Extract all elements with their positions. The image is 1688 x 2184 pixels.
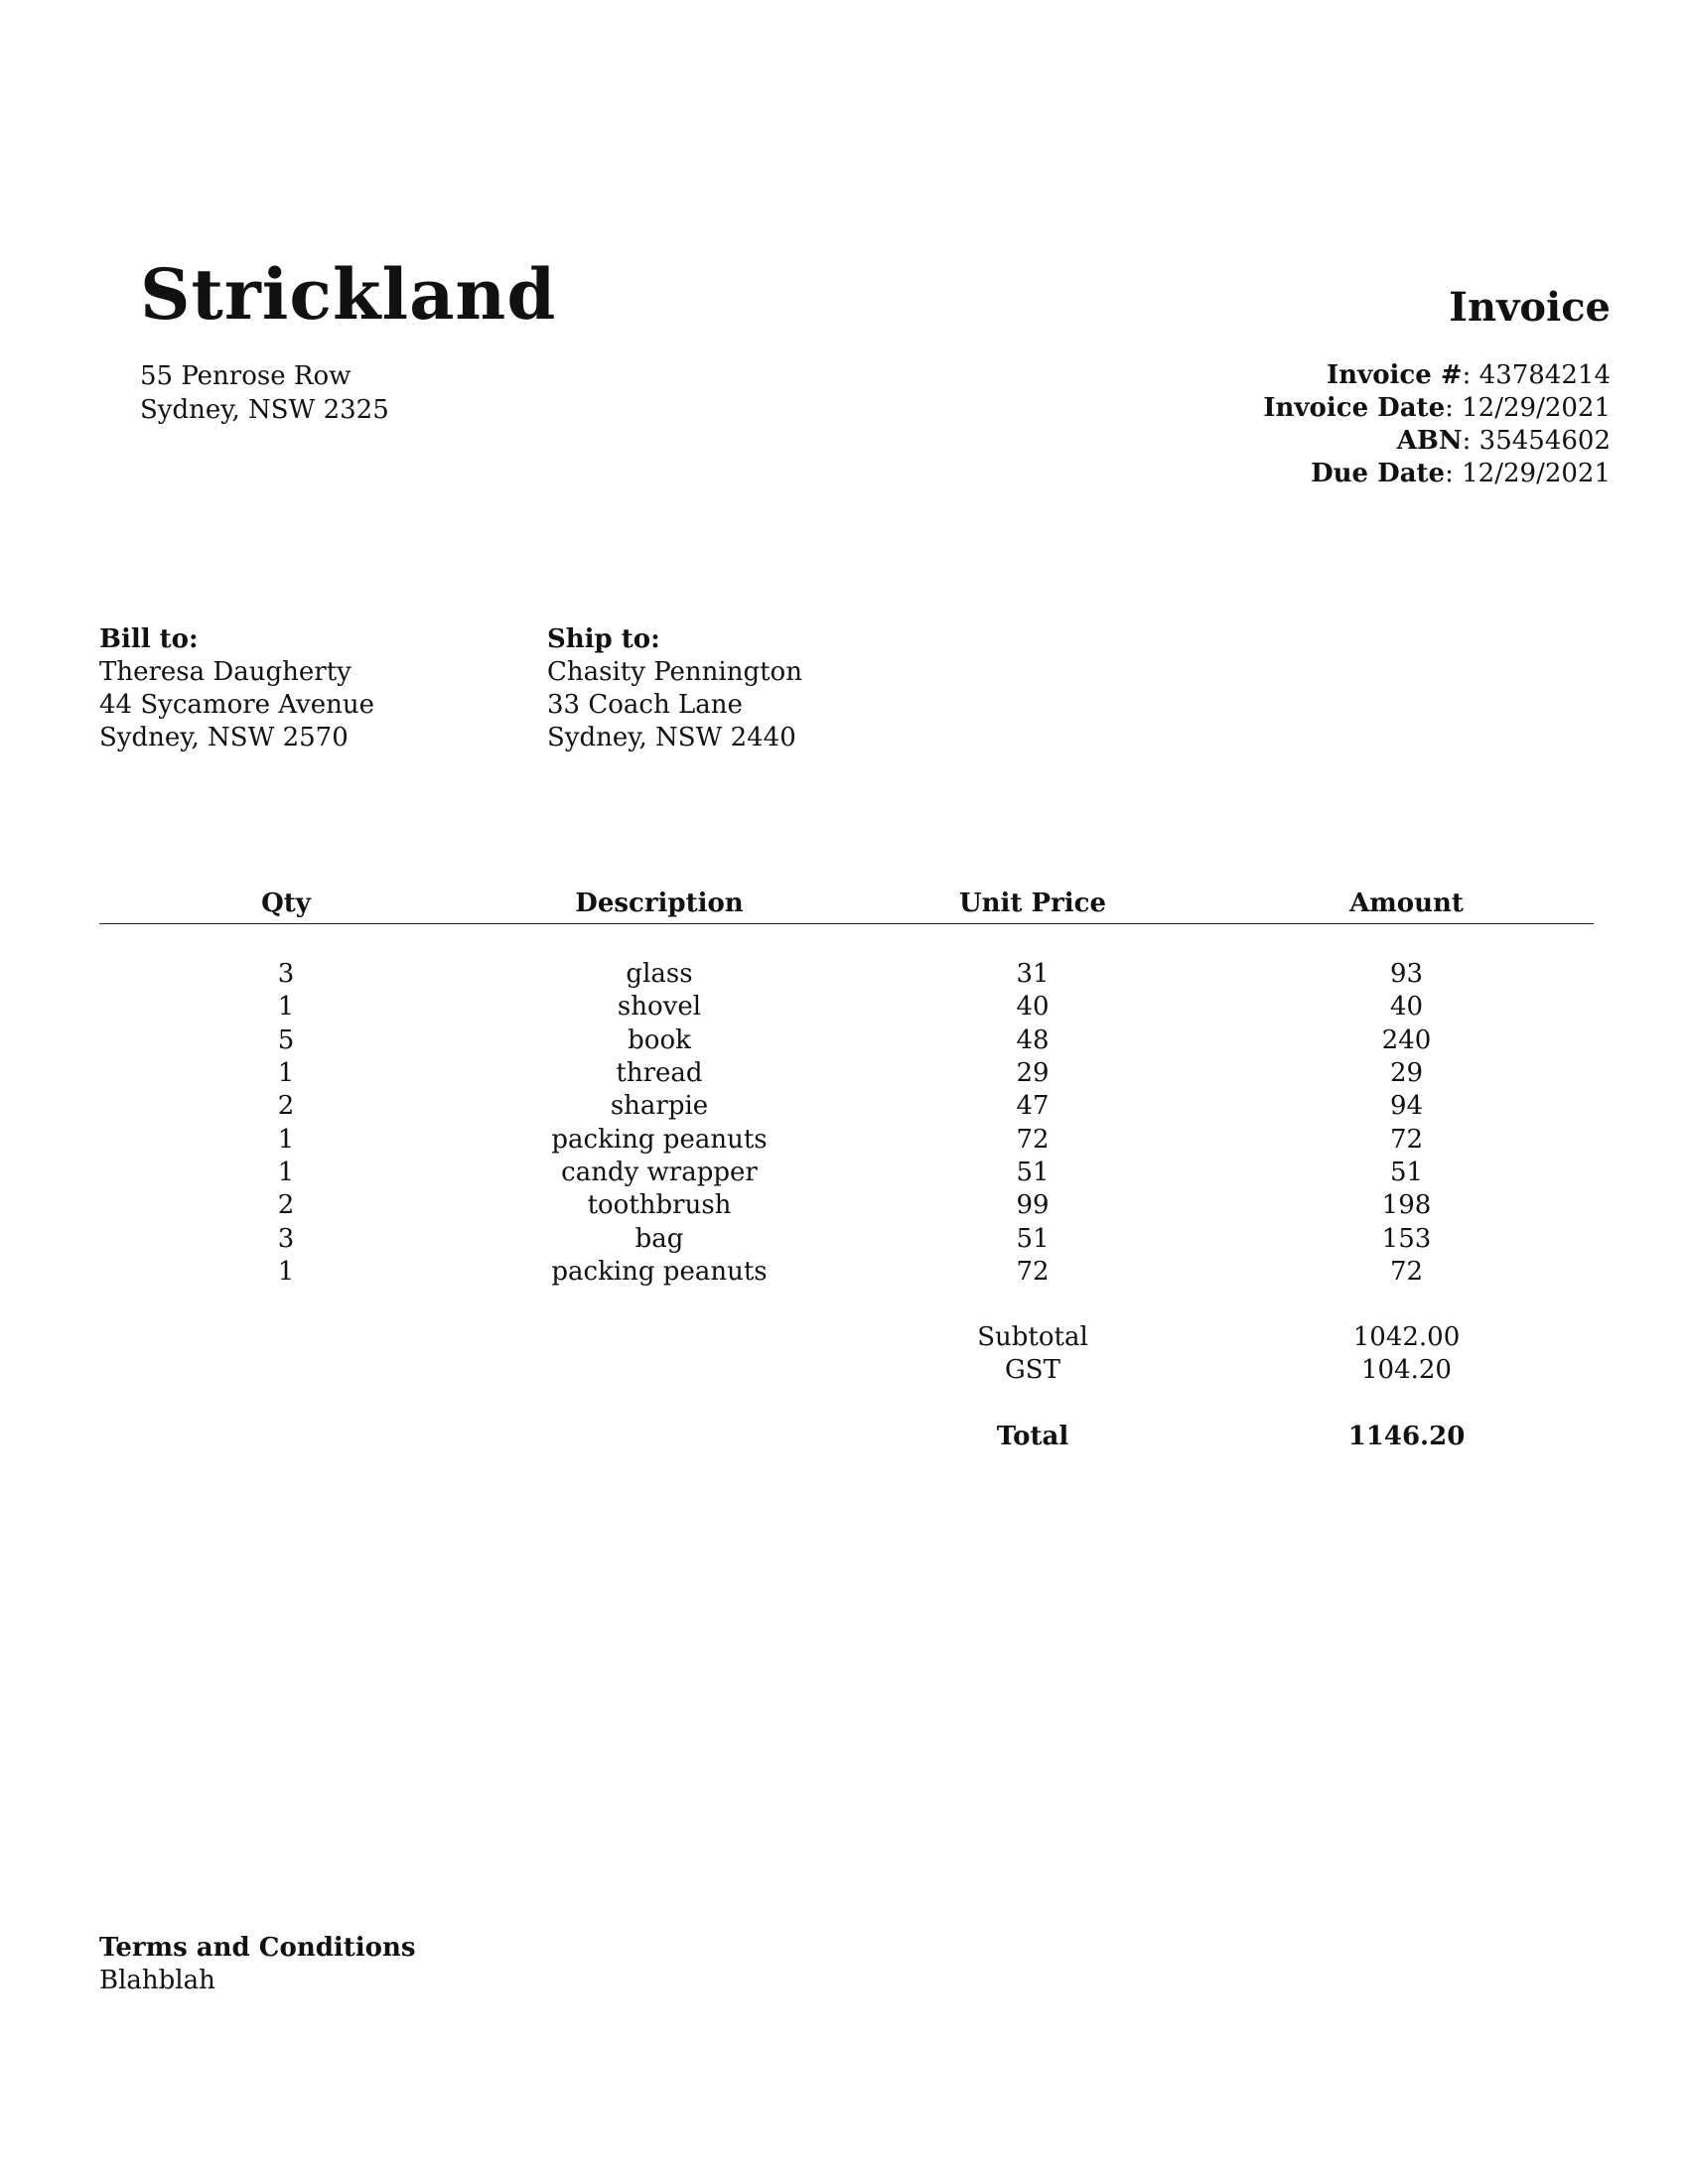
description-cell: thread bbox=[616, 1058, 703, 1089]
table-row bbox=[99, 1157, 1594, 1189]
company-address-line2: Sydney, NSW 2325 bbox=[140, 395, 389, 425]
terms-block bbox=[99, 1932, 416, 1997]
table-row bbox=[99, 958, 1594, 991]
subtotal-label: Subtotal bbox=[977, 1322, 1088, 1353]
qty-cell: 5 bbox=[277, 1024, 295, 1055]
invoice-date-row: Invoice Date: 12/29/2021 bbox=[1263, 393, 1611, 423]
subtotal-value: 1042.00 bbox=[1352, 1322, 1461, 1353]
amount-cell: 51 bbox=[1389, 1157, 1424, 1187]
bill-to-block bbox=[99, 623, 374, 754]
description-cell: sharpie bbox=[610, 1091, 709, 1122]
unit-price-cell: 99 bbox=[1016, 1190, 1050, 1221]
description-cell: toothbrush bbox=[587, 1190, 732, 1221]
description-cell: bag bbox=[634, 1223, 684, 1254]
invoice-title: Invoice bbox=[1449, 284, 1611, 331]
bill-to-line1: 44 Sycamore Avenue bbox=[99, 690, 374, 720]
description-cell: candy wrapper bbox=[561, 1157, 758, 1187]
bill-to-line2: Sydney, NSW 2570 bbox=[99, 723, 349, 752]
unit-price-cell: 29 bbox=[1016, 1058, 1050, 1089]
company-address bbox=[140, 359, 389, 427]
ship-to-block bbox=[547, 623, 802, 754]
subtotal-row bbox=[99, 1321, 1594, 1354]
unit-price-cell: 51 bbox=[1016, 1157, 1050, 1187]
unit-price-cell: 40 bbox=[1016, 992, 1050, 1023]
ship-to-label: Ship to: bbox=[547, 624, 660, 654]
due-date-label: Due Date bbox=[1311, 459, 1446, 488]
ship-to-line2: Sydney, NSW 2440 bbox=[547, 723, 796, 752]
unit-price-cell: 48 bbox=[1016, 1024, 1050, 1055]
table-header-row bbox=[99, 884, 1594, 924]
terms-text: Blahblah bbox=[99, 1966, 215, 1995]
abn-value: 35454602 bbox=[1478, 426, 1611, 456]
invoice-date: 12/29/2021 bbox=[1462, 393, 1611, 423]
amount-cell: 93 bbox=[1389, 959, 1424, 990]
table-row bbox=[99, 1256, 1594, 1289]
unit-price-cell: 72 bbox=[1016, 1124, 1050, 1155]
qty-cell: 3 bbox=[277, 1223, 295, 1254]
invoice-number: 43784214 bbox=[1478, 360, 1611, 390]
terms-title: Terms and Conditions bbox=[99, 1933, 416, 1963]
unit-price-cell: 47 bbox=[1016, 1091, 1050, 1122]
gst-label: GST bbox=[1005, 1355, 1060, 1386]
table-row bbox=[99, 1189, 1594, 1222]
qty-cell: 1 bbox=[277, 1124, 295, 1155]
unit-price-cell: 51 bbox=[1016, 1223, 1050, 1254]
total-row bbox=[99, 1421, 1594, 1453]
due-date-row: Due Date: 12/29/2021 bbox=[1311, 459, 1611, 488]
header-amount: Amount bbox=[1219, 884, 1594, 924]
header-unit-price: Unit Price bbox=[846, 884, 1219, 924]
company-name: Strickland bbox=[140, 253, 557, 336]
qty-cell: 1 bbox=[277, 992, 295, 1023]
table-row bbox=[99, 1222, 1594, 1255]
invoice-meta bbox=[1263, 359, 1611, 490]
qty-cell: 2 bbox=[277, 1190, 295, 1221]
table-row bbox=[99, 1057, 1594, 1090]
total-value: 1146.20 bbox=[1347, 1421, 1466, 1451]
description-cell: shovel bbox=[617, 992, 702, 1023]
header-description: Description bbox=[473, 884, 846, 924]
ship-to-name: Chasity Pennington bbox=[547, 657, 802, 687]
table-row bbox=[99, 1123, 1594, 1156]
unit-price-cell: 31 bbox=[1016, 959, 1050, 990]
table-row bbox=[99, 1090, 1594, 1123]
description-cell: packing peanuts bbox=[551, 1124, 768, 1155]
abn-row: ABN: 35454602 bbox=[1396, 426, 1611, 456]
total-label: Total bbox=[996, 1421, 1069, 1451]
abn-label: ABN bbox=[1396, 426, 1463, 456]
invoice-number-label: Invoice # bbox=[1327, 360, 1463, 390]
unit-price-cell: 72 bbox=[1016, 1256, 1050, 1287]
amount-cell: 29 bbox=[1389, 1058, 1424, 1089]
gst-row bbox=[99, 1354, 1594, 1387]
amount-cell: 198 bbox=[1381, 1190, 1432, 1221]
table-spacer bbox=[99, 924, 1594, 959]
ship-to-line1: 33 Coach Lane bbox=[547, 690, 743, 720]
qty-cell: 1 bbox=[277, 1157, 295, 1187]
invoice-number-row: Invoice #: 43784214 bbox=[1327, 360, 1611, 390]
amount-cell: 153 bbox=[1381, 1223, 1432, 1254]
bill-to-label: Bill to: bbox=[99, 624, 199, 654]
gst-value: 104.20 bbox=[1361, 1355, 1452, 1386]
amount-cell: 72 bbox=[1389, 1256, 1424, 1287]
due-date: 12/29/2021 bbox=[1462, 459, 1611, 488]
amount-cell: 72 bbox=[1389, 1124, 1424, 1155]
company-address-line1: 55 Penrose Row bbox=[140, 361, 352, 391]
qty-cell: 2 bbox=[277, 1091, 295, 1122]
qty-cell: 1 bbox=[277, 1256, 295, 1287]
amount-cell: 40 bbox=[1389, 992, 1424, 1023]
amount-cell: 240 bbox=[1381, 1024, 1432, 1055]
table-row bbox=[99, 991, 1594, 1024]
bill-to-name: Theresa Daugherty bbox=[99, 657, 352, 687]
description-cell: book bbox=[628, 1024, 691, 1055]
description-cell: packing peanuts bbox=[551, 1256, 768, 1287]
line-items-table bbox=[99, 884, 1594, 1453]
qty-cell: 1 bbox=[277, 1058, 295, 1089]
invoice-date-label: Invoice Date bbox=[1263, 393, 1446, 423]
table-body bbox=[99, 924, 1594, 1453]
qty-cell: 3 bbox=[277, 959, 295, 990]
header-qty: Qty bbox=[99, 884, 473, 924]
table-spacer bbox=[99, 1289, 1594, 1321]
amount-cell: 94 bbox=[1389, 1091, 1424, 1122]
table-row bbox=[99, 1024, 1594, 1057]
description-cell: glass bbox=[626, 959, 693, 990]
table-spacer bbox=[99, 1388, 1594, 1421]
